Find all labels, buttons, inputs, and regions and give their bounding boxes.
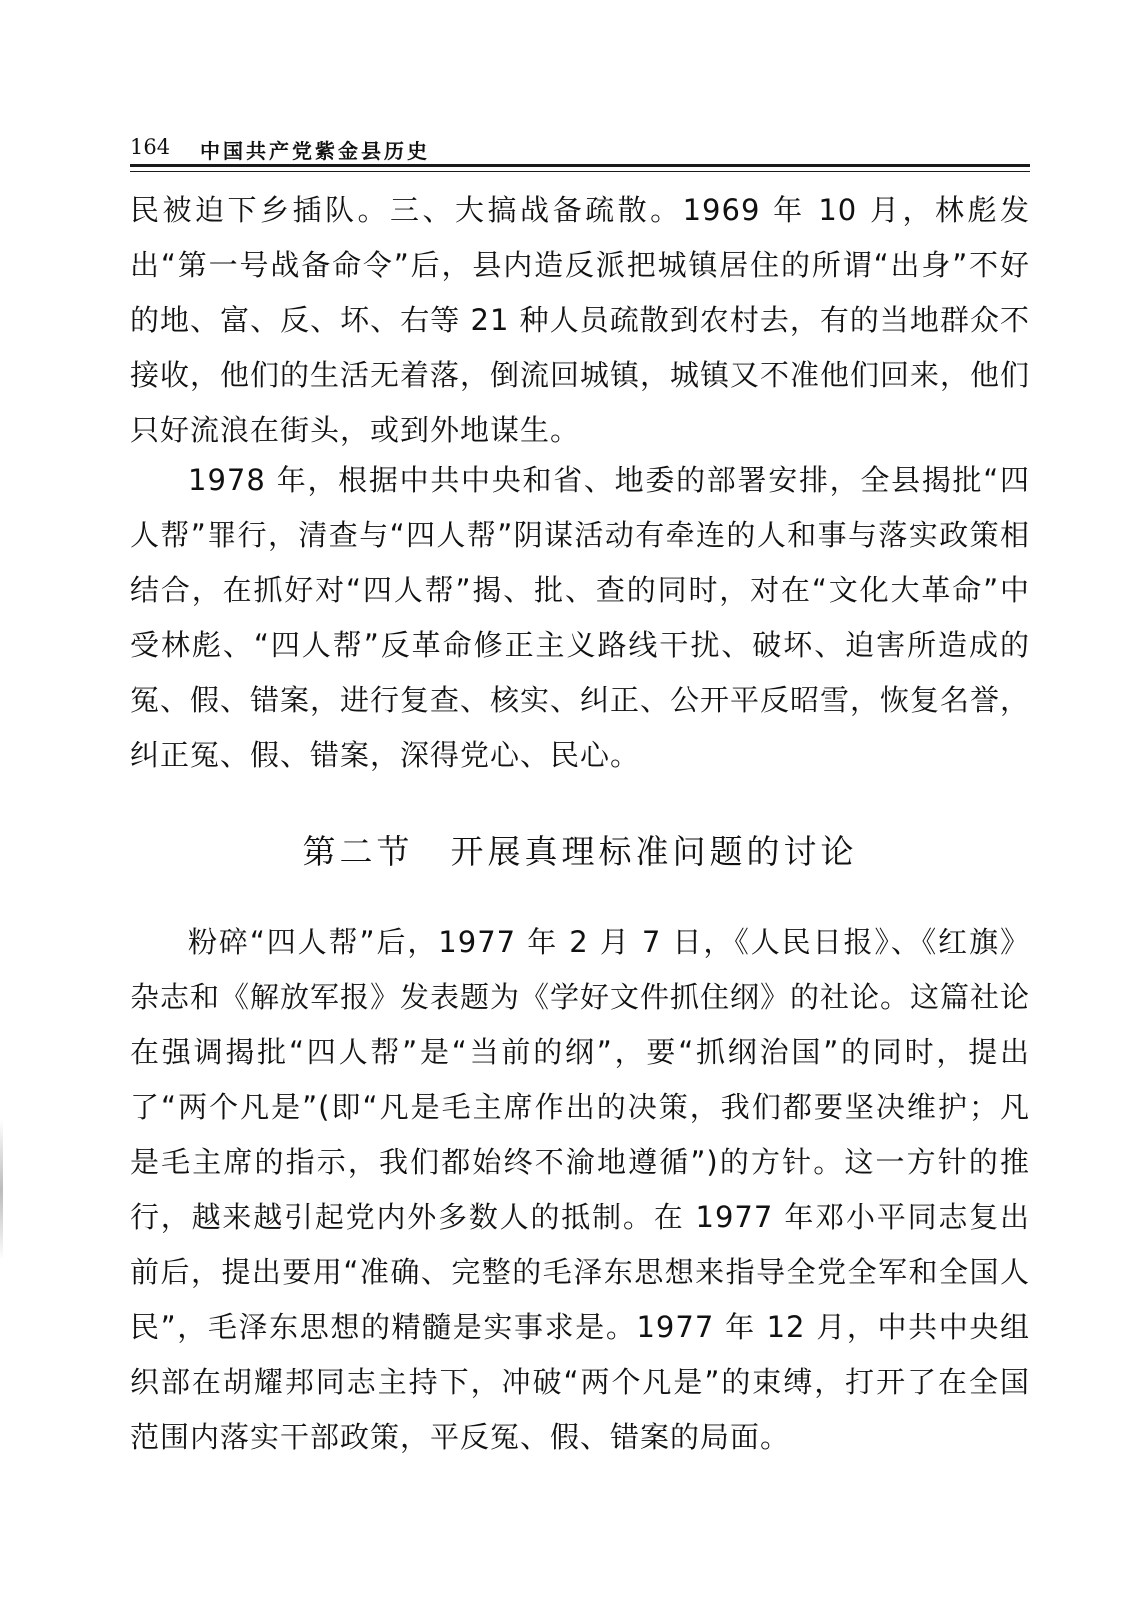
page-number: 164 [130, 135, 171, 159]
section-heading: 第二节 开展真理标准问题的讨论 [302, 832, 858, 871]
header-rule-thin [130, 171, 1030, 172]
running-title: 中国共产党紫金县历史 [200, 139, 430, 163]
header-rule-thick [130, 164, 1030, 167]
paragraph-1978: 1978 年，根据中共中央和省、地委的部署安排，全县揭批“四人帮”罪行，清查与“四人帮”阴谋活动有牵连的人和事与落实政策相结合，在抓好对“四人帮”揭、批、查的同时，对在“文化大革命”中受林彪、“四人帮”反革命修正主义路线干扰、破坏、迫害所造成的冤、假、错案，进行复查、核实、纠正、公开平反昭雪，恢复名誉，纠正冤、假、错案，深得党心、民心。 [130, 463, 1031, 772]
scan-edge-mark [0, 1120, 3, 1260]
section-paragraph: 粉碎“四人帮”后，1977 年 2 月 7 日，《人民日报》、《红旗》杂志和《解放军报》发表题为《学好文件抓住纲》的社论。这篇社论在强调揭批“四人帮”是“当前的纲”，要“抓纲治国”的同时，提出了“两个凡是”(即“凡是毛主席作出的决策，我们都要坚决维护；凡是毛主席的指示，我们都始终不渝地遵循”)的方针。这一方针的推行，越来越引起党内外多数人的抵制。在 1977 年邓小平同志复出前后，提出要用“准确、完整的毛泽东思想来指导全党全军和全国人民”，毛泽东思想的精髓是实事求是。1977 年 12 月，中共中央组织部在胡耀邦同志主持下，冲破“两个凡是”的束缚，打开了在全国范围内落实干部政策，平反冤、假、错案的局面。 [130, 925, 1031, 1454]
paragraph-continued: 民被迫下乡插队。三、大搞战备疏散。1969 年 10 月，林彪发出“第一号战备命令”后，县内造反派把城镇居住的所谓“出身”不好的地、富、反、坏、右等 21 种人员疏散到农村去，有的当地群众不接收，他们的生活无着落，倒流回城镇，城镇又不准他们回来，他们只好流浪在街头，或到外地谋生。 [130, 193, 1031, 447]
page-header [130, 133, 1030, 167]
